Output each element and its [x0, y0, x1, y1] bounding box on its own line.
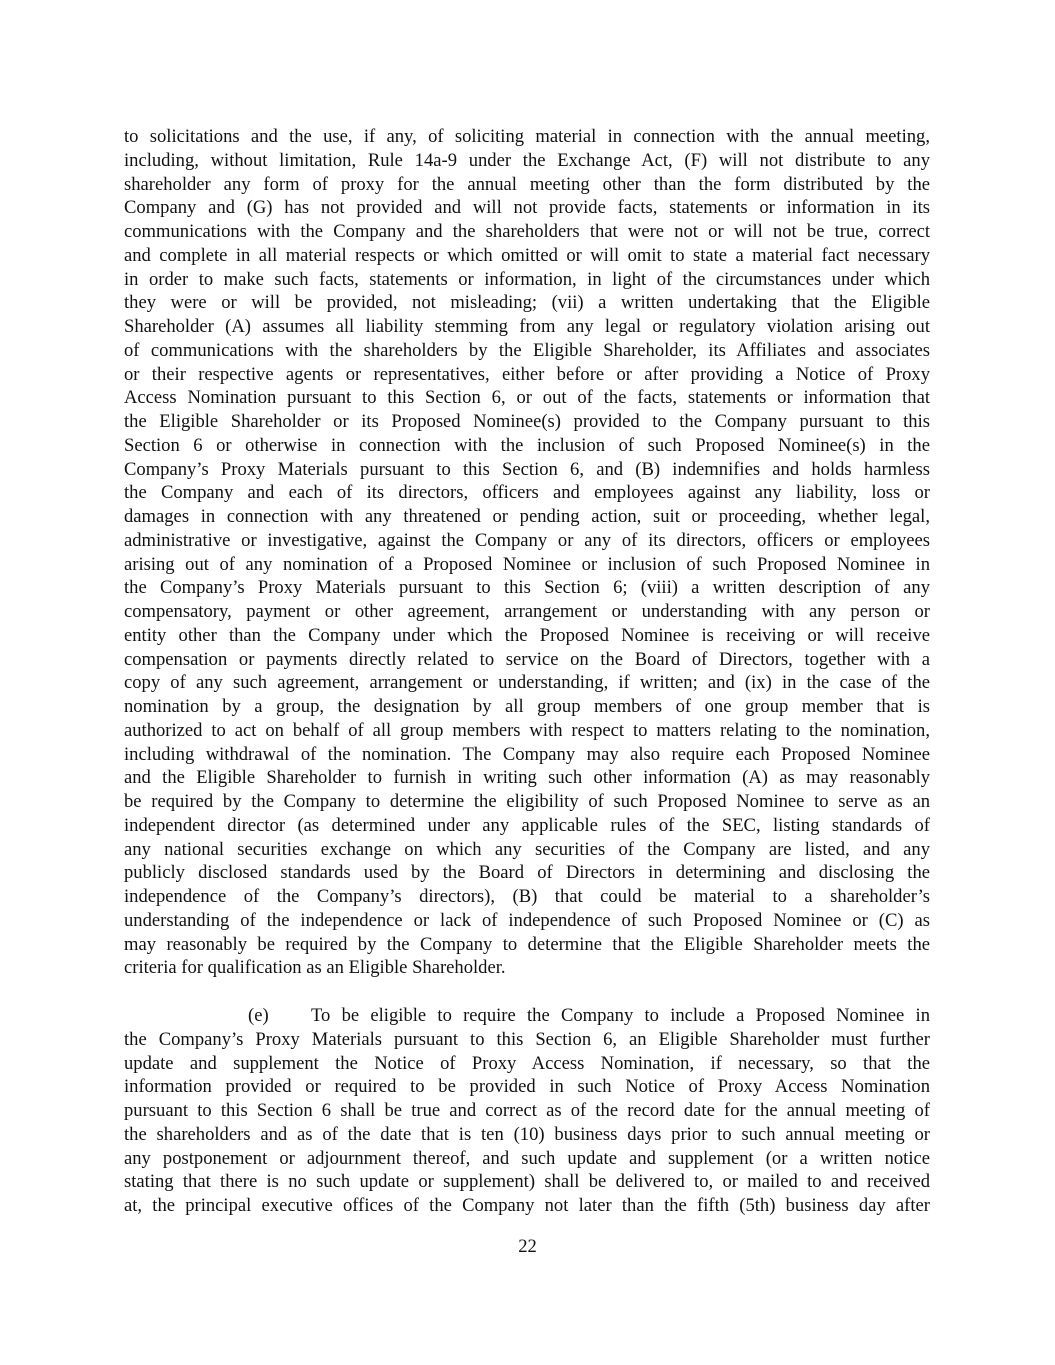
text-line: of communications with the shareholders by the Eligible Shareholder, its Affiliates and associates [124, 339, 930, 361]
text-line: be required by the Company to determine the eligibility of such Proposed Nominee to serve as an [124, 791, 930, 812]
document-page [124, 125, 930, 1218]
text-line: Company and (G) has not provided and will not provide facts, statements or information in its [124, 197, 930, 219]
text-line: Section 6 or otherwise in connection with the inclusion of such Proposed Nominee(s) in the [124, 434, 930, 456]
text-line: shareholder any form of proxy for the annual meeting other than the form distributed by the [124, 173, 930, 195]
text-line: criteria for qualification as an Eligible Shareholder. [124, 957, 506, 979]
paragraph-1 [124, 125, 930, 980]
text-line: to solicitations and the use, if any, of soliciting material in connection with the annual meeting, [124, 126, 930, 147]
text-line: update and supplement the Notice of Proxy Access Nomination, if necessary, so that the [124, 1052, 930, 1074]
text-line: any national securities exchange on which any securities of the Company are listed, and any [124, 838, 930, 860]
text-line: damages in connection with any threatened or pending action, suit or proceeding, whether legal, [124, 506, 930, 527]
text-line: nomination by a group, the designation by all group members of one group member that is [124, 696, 930, 717]
text-line: pursuant to this Section 6 shall be true and correct as of the record date for the annual meeting of [124, 1100, 930, 1121]
text-line: may reasonably be required by the Company to determine that the Eligible Shareholder meets the [124, 933, 930, 955]
text-line: copy of any such agreement, arrangement or understanding, if written; and (ix) in the case of the [124, 672, 930, 694]
text-line: the Eligible Shareholder or its Proposed Nominee(s) provided to the Company pursuant to this [124, 411, 930, 432]
text-line: independence of the Company’s directors), (B) that could be material to a shareholder’s [124, 886, 930, 907]
text-line: entity other than the Company under which the Proposed Nominee is receiving or will receive [124, 624, 930, 646]
text-line: they were or will be provided, not misleading; (vii) a written undertaking that the Eligible [124, 292, 930, 314]
text-line: at, the principal executive offices of the Company not later than the fifth (5th) business day after [124, 1195, 930, 1216]
text-line [124, 1004, 930, 1028]
text-line: Access Nomination pursuant to this Section 6, or out of the facts, statements or information that [124, 387, 930, 409]
page-number: 22 [518, 1236, 537, 1257]
text-line: the Company’s Proxy Materials pursuant to this Section 6; (viii) a written description of any [124, 577, 930, 599]
section-label: (e) [248, 1005, 269, 1026]
text-line: and the Eligible Shareholder to furnish in writing such other information (A) as may reasonably [124, 767, 930, 789]
text-line: the Company and each of its directors, officers and employees against any liability, loss or [124, 482, 930, 504]
paragraph-2 [124, 1004, 930, 1218]
text-line: compensation or payments directly related to service on the Board of Directors, together with a [124, 648, 930, 670]
text-line: stating that there is no such update or supplement) shall be delivered to, or mailed to and received [124, 1171, 930, 1193]
text-line: including, without limitation, Rule 14a-9 under the Exchange Act, (F) will not distribute to any [124, 149, 930, 171]
text-line: understanding of the independence or lack of independence of such Proposed Nominee or (C) as [124, 909, 930, 931]
text-line: Company’s Proxy Materials pursuant to this Section 6, and (B) indemnifies and holds harmless [124, 458, 930, 480]
text-line: administrative or investigative, against the Company or any of its directors, officers or employees [124, 529, 930, 551]
text-line: including withdrawal of the nomination. The Company may also require each Proposed Nominee [124, 743, 930, 765]
text-line: Shareholder (A) assumes all liability stemming from any legal or regulatory violation arising out [124, 316, 930, 337]
text-line: information provided or required to be provided in such Notice of Proxy Access Nomination [124, 1076, 930, 1098]
text-line: the Company’s Proxy Materials pursuant to this Section 6, an Eligible Shareholder must further [124, 1028, 930, 1050]
text-line: arising out of any nomination of a Proposed Nominee or inclusion of such Proposed Nominee in [124, 553, 930, 575]
text-line-content: To be eligible to require the Company to include a Proposed Nominee in [311, 1005, 930, 1026]
text-line: or their respective agents or representatives, either before or after providing a Notice of Proxy [124, 363, 930, 385]
text-line: and complete in all material respects or which omitted or will omit to state a material fact necessary [124, 244, 930, 266]
text-line: compensatory, payment or other agreement, arrangement or understanding with any person or [124, 601, 930, 622]
text-line: the shareholders and as of the date that is ten (10) business days prior to such annual meeting or [124, 1123, 930, 1145]
text-line: authorized to act on behalf of all group members with respect to matters relating to the nomination, [124, 719, 930, 741]
text-line: any postponement or adjournment thereof, and such update and supplement (or a written notice [124, 1147, 930, 1169]
text-line: in order to make such facts, statements or information, in light of the circumstances under which [124, 268, 930, 290]
text-line: publicly disclosed standards used by the Board of Directors in determining and disclosing the [124, 862, 930, 884]
text-line: independent director (as determined under any applicable rules of the SEC, listing standards of [124, 814, 930, 836]
text-line: communications with the Company and the shareholders that were not or will not be true, correct [124, 221, 930, 242]
